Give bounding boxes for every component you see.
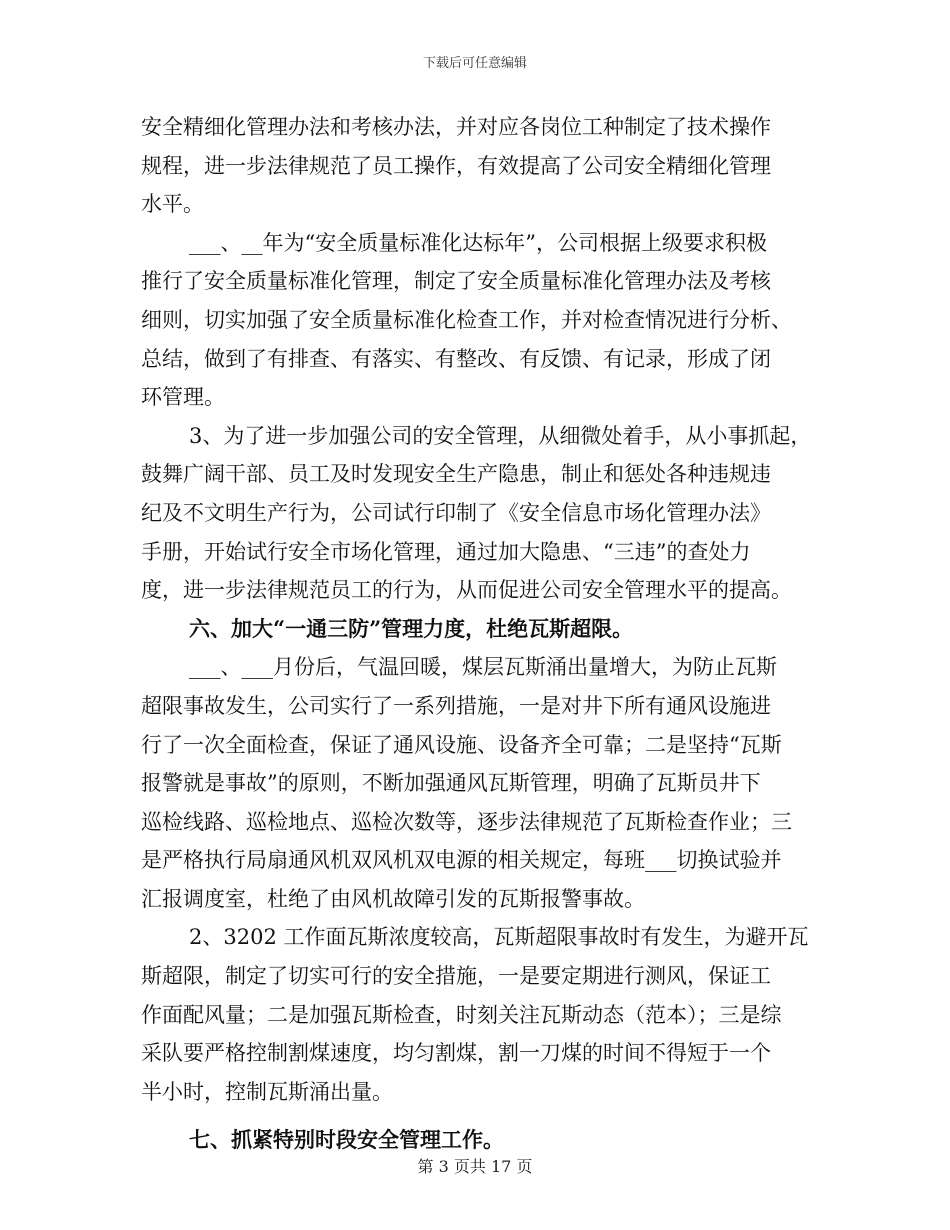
text-line: 汇报调度室，杜绝了由风机故障引发的瓦斯报警事故。 — [141, 886, 645, 911]
text-line: 度，进一步法律规范员工的行为，从而促进公司安全管理水平的提高。 — [141, 578, 792, 603]
text-line: 总结，做到了有排查、有落实、有整改、有反馈、有记录，形成了闭 — [141, 346, 771, 371]
section-heading-6: 六、加大“一通三防”管理力度，杜绝瓦斯超限。 — [189, 615, 634, 641]
text-line: 水平。 — [141, 192, 204, 217]
paragraph-3 — [141, 417, 821, 610]
text-line: 半小时，控制瓦斯涌出量。 — [141, 1079, 393, 1104]
page-number: 第 3 页共 17 页 — [417, 1157, 533, 1176]
text-line: 鼓舞广阔干部、员工及时发现安全生产隐患，制止和惩处各种违规违 — [141, 462, 771, 487]
text-line: 斯超限，制定了切实可行的安全措施，一是要定期进行测风，保证工 — [141, 964, 771, 989]
text-line: 3、为了进一步加强公司的安全管理，从细微处着手，从小事抓起， — [189, 423, 812, 448]
text-line: 行了一次全面检查，保证了通风设施、设备齐全可靠；二是坚持“瓦斯 — [141, 732, 782, 757]
text-line: 细则，切实加强了安全质量标准化检查工作，并对检查情况进行分析、 — [141, 307, 792, 332]
section-heading-7: 七、抓紧特别时段安全管理工作。 — [189, 1127, 504, 1153]
text-line: 规程，进一步法律规范了员工操作，有效提高了公司安全精细化管理 — [141, 153, 771, 178]
text-line: 采队要严格控制割煤速度，均匀割煤，割一刀煤的时间不得短于一个 — [141, 1041, 771, 1066]
text-line: 巡检线路、巡检地点、巡检次数等，逐步法律规范了瓦斯检查作业；三 — [141, 809, 792, 834]
text-line: ___、__年为“安全质量标准化达标年”，公司根据上级要求积极 — [189, 230, 767, 255]
text-line: 推行了安全质量标准化管理，制定了安全质量标准化管理办法及考核 — [141, 269, 771, 294]
text-line: 安全精细化管理办法和考核办法，并对应各岗位工种制定了技术操作 — [141, 115, 771, 139]
text-line: ___、___月份后，气温回暖，煤层瓦斯涌出量增大，为防止瓦斯 — [189, 655, 777, 680]
text-line: 纪及不文明生产行为，公司试行印制了《安全信息市场化管理办法》 — [141, 500, 771, 525]
spacer — [141, 1111, 821, 1121]
document-body — [141, 108, 821, 1160]
page-header-note: 下载后可任意编辑 — [422, 56, 527, 71]
text-line: 手册，开始试行安全市场化管理，通过加大隐患、“三违”的查处力 — [141, 539, 751, 564]
paragraph-1 — [141, 108, 821, 224]
text-line: 作面配风量；二是加强瓦斯检查，时刻关注瓦斯动态（范本）；三是综 — [141, 1002, 782, 1027]
text-line: 是严格执行局扇通风机双风机双电源的相关规定，每班___切换试验并 — [141, 848, 782, 873]
text-line: 2、3202 工作面瓦斯浓度较高，瓦斯超限事故时有发生，为避开瓦 — [189, 925, 809, 950]
text-line: 报警就是事故”的原则，不断加强通风瓦斯管理，明确了瓦斯员井下 — [141, 771, 761, 796]
text-line: 超限事故发生，公司实行了一系列措施，一是对井下所有通风设施进 — [141, 693, 771, 718]
text-line: 环管理。 — [141, 385, 225, 410]
paragraph-2 — [141, 224, 821, 417]
paragraph-5 — [141, 918, 821, 1111]
paragraph-4 — [141, 648, 821, 918]
